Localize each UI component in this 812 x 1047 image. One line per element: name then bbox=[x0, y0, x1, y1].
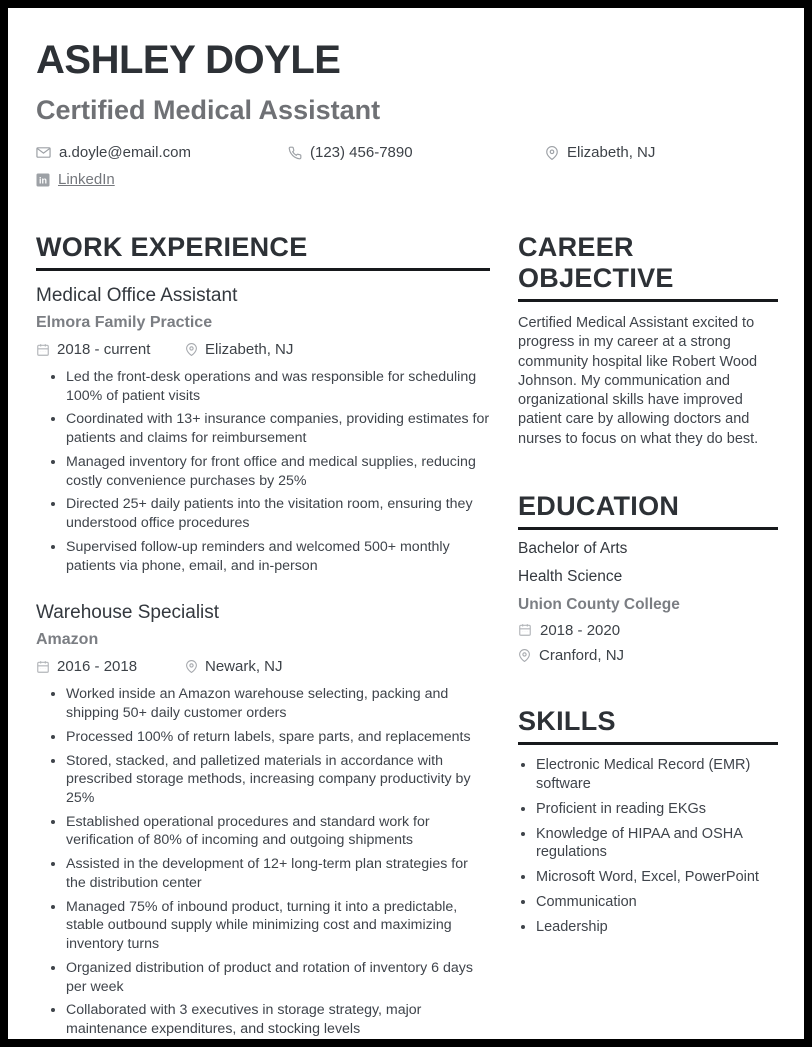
job-dates bbox=[36, 341, 185, 358]
skill-list bbox=[518, 756, 778, 937]
resume-header bbox=[36, 38, 778, 188]
education-location bbox=[518, 647, 778, 664]
skill-item: • Leadership bbox=[536, 918, 778, 937]
location-pin-icon bbox=[545, 146, 559, 160]
job-bullet: • Assisted in the development of 12+ long-term plan strategies for the distribution center bbox=[66, 855, 490, 892]
job-entry-medical-office-assistant bbox=[36, 284, 490, 575]
career-objective-heading: CAREER OBJECTIVE bbox=[518, 232, 778, 302]
skill-item: • Electronic Medical Record (EMR) software bbox=[536, 756, 778, 794]
contact-row-1 bbox=[36, 144, 778, 161]
job-dates bbox=[36, 658, 185, 675]
job-dates-text: 2018 - current bbox=[57, 341, 151, 358]
job-bullet: • Stored, stacked, and palletized materials in accordance with prescribed storage methods, increasing company productivity by 25% bbox=[66, 752, 490, 808]
right-column bbox=[518, 232, 778, 1044]
job-title: Warehouse Specialist bbox=[36, 602, 220, 624]
phone-text: (123) 456-7890 bbox=[310, 144, 413, 161]
location-pin-icon bbox=[185, 343, 198, 356]
education-section bbox=[518, 491, 778, 664]
skill-item: • Communication bbox=[536, 893, 778, 912]
job-entry-warehouse-specialist bbox=[36, 601, 490, 1038]
candidate-name: ASHLEY DOYLE bbox=[36, 38, 341, 82]
svg-text:in: in bbox=[39, 175, 47, 185]
education-school: Union County College bbox=[518, 595, 680, 613]
job-bullet: • Directed 25+ daily patients into the visitation room, ensuring they understood office procedures bbox=[66, 495, 490, 532]
calendar-icon bbox=[36, 343, 50, 357]
education-degree: Bachelor of Arts bbox=[518, 539, 628, 557]
job-bullet: • Collaborated with 3 executives in storage strategy, major maintenance expenditures, and stocking levels bbox=[66, 1001, 490, 1038]
email-text: a.doyle@email.com bbox=[59, 144, 191, 161]
left-column bbox=[36, 232, 490, 1044]
job-bullet: • Managed inventory for front office and medical supplies, reducing costly convenience purchases by 25% bbox=[66, 453, 490, 490]
job-bullet: • Led the front-desk operations and was responsible for scheduling 100% of patient visits bbox=[66, 368, 490, 405]
job-title: Medical Office Assistant bbox=[36, 285, 238, 306]
contact-row-2 bbox=[36, 171, 778, 188]
envelope-icon bbox=[36, 145, 51, 160]
job-dates-text: 2016 - 2018 bbox=[57, 658, 138, 676]
job-company: Amazon bbox=[36, 631, 99, 649]
job-bullet: • Processed 100% of return labels, spare parts, and replacements bbox=[66, 728, 490, 747]
location-pin-icon bbox=[518, 649, 531, 662]
job-meta-row bbox=[36, 341, 490, 358]
job-bullet: • Coordinated with 13+ insurance companies, providing estimates for patients and claims for reimbursement bbox=[66, 410, 490, 447]
skill-item: • Knowledge of HIPAA and OSHA regulations bbox=[536, 825, 778, 863]
calendar-icon bbox=[518, 623, 532, 637]
location-pin-icon bbox=[185, 660, 198, 673]
career-objective-section bbox=[518, 232, 778, 449]
calendar-icon bbox=[36, 660, 50, 674]
job-bullet: • Supervised follow-up reminders and welcomed 500+ monthly patients via phone, email, and in-person bbox=[66, 538, 490, 575]
job-bullet-list bbox=[36, 368, 490, 575]
location-text: Elizabeth, NJ bbox=[567, 144, 656, 161]
job-location-text: Newark, NJ bbox=[205, 658, 283, 676]
job-bullet: • Worked inside an Amazon warehouse selecting, packing and shipping 50+ daily customer orders bbox=[66, 685, 490, 722]
education-dates bbox=[518, 622, 778, 639]
skill-item: • Microsoft Word, Excel, PowerPoint bbox=[536, 868, 778, 887]
job-location bbox=[185, 341, 293, 358]
education-heading: EDUCATION bbox=[518, 491, 778, 530]
contact-linkedin[interactable] bbox=[36, 171, 115, 188]
skills-heading: SKILLS bbox=[518, 706, 778, 745]
phone-icon bbox=[288, 146, 302, 160]
education-location-text: Cranford, NJ bbox=[539, 646, 625, 664]
job-bullet: • Established operational procedures and standard work for verification of 80% of incoming and outgoing shipments bbox=[66, 813, 490, 850]
skills-section bbox=[518, 706, 778, 937]
contact-phone bbox=[288, 144, 545, 161]
contact-email bbox=[36, 144, 288, 161]
job-location-text: Elizabeth, NJ bbox=[205, 341, 294, 358]
linkedin-link[interactable]: LinkedIn bbox=[58, 171, 115, 188]
linkedin-icon bbox=[36, 173, 50, 187]
job-location bbox=[185, 658, 283, 675]
career-objective-text: Certified Medical Assistant excited to progress in my career at a strong community hospital like Robert Wood Johnson. My communication and organizational skills have improved patient care by allowing doctors and nurses to focus on what they do best. bbox=[518, 315, 759, 447]
job-meta-row bbox=[36, 658, 490, 675]
work-experience-heading: WORK EXPERIENCE bbox=[36, 232, 490, 271]
education-field: Health Science bbox=[518, 567, 623, 585]
contact-location bbox=[545, 144, 655, 161]
education-dates-text: 2018 - 2020 bbox=[540, 621, 621, 639]
skill-item: • Proficient in reading EKGs bbox=[536, 800, 778, 819]
job-company: Elmora Family Practice bbox=[36, 314, 213, 331]
candidate-title: Certified Medical Assistant bbox=[36, 95, 381, 125]
job-bullet-list bbox=[36, 685, 490, 1038]
job-bullet: • Organized distribution of product and rotation of inventory 6 days per week bbox=[66, 959, 490, 996]
job-bullet: • Managed 75% of inbound product, turning it into a predictable, stable outbound supply while minimizing cost and maximizing inventory turns bbox=[66, 898, 490, 954]
resume-body bbox=[36, 232, 778, 1044]
